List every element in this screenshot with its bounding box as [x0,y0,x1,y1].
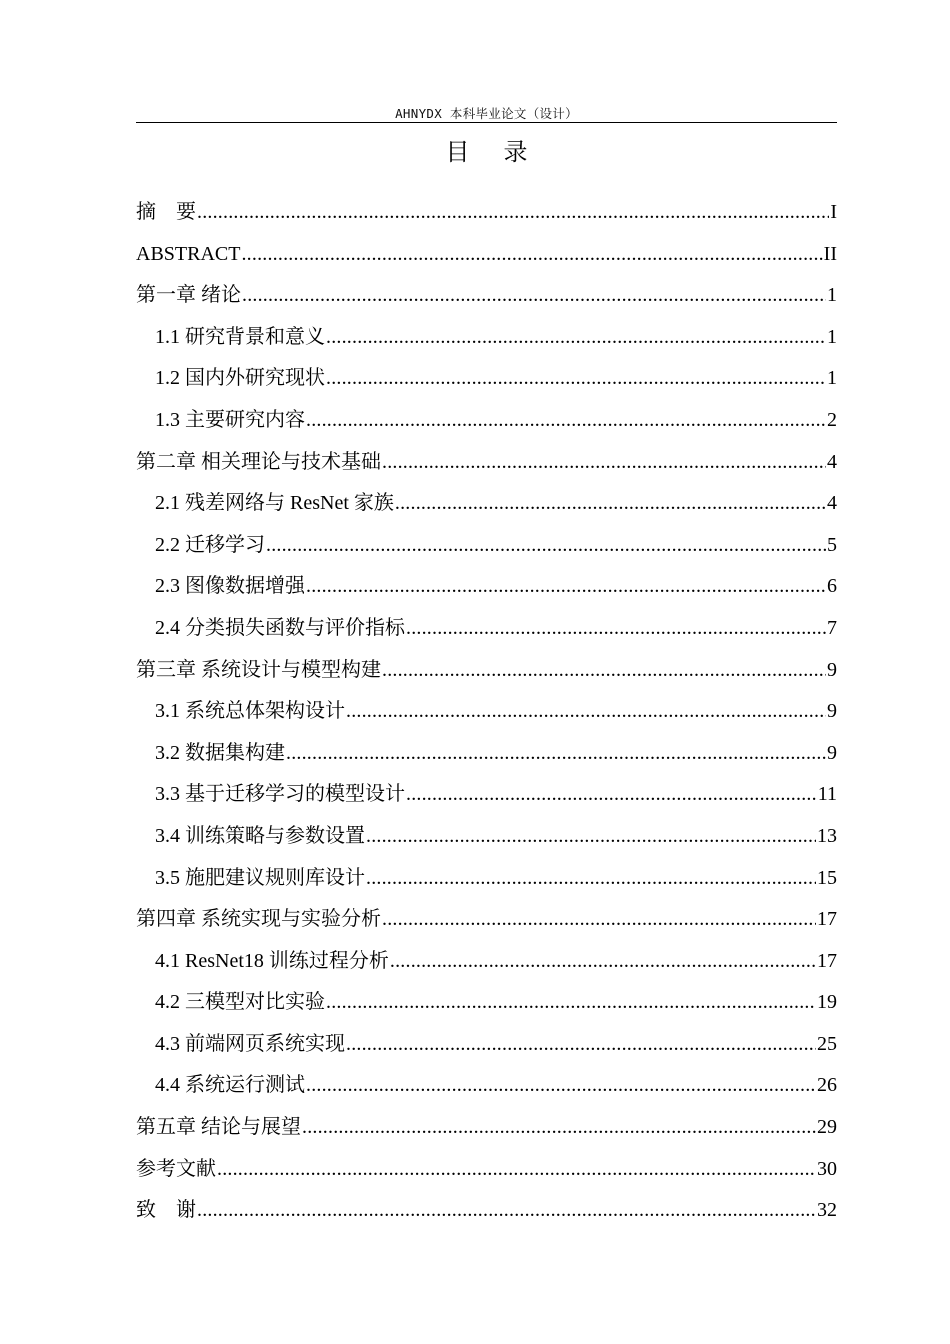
table-of-contents [136,192,837,1232]
toc-entry-label: 1.2 国内外研究现状 [155,367,325,390]
toc-entry[interactable] [136,858,837,900]
toc-page-number: 19 [817,991,837,1014]
toc-entry-label: 4.1 ResNet18 训练过程分析 [155,949,389,972]
toc-page-number: 6 [827,575,837,598]
toc-page-number: 5 [827,533,837,556]
dot-leader [395,483,826,525]
toc-page-number: 29 [817,1116,837,1139]
toc-entry-label: 2.3 图像数据增强 [155,575,305,598]
dot-leader [346,1024,816,1066]
dot-leader [306,566,826,608]
toc-page-number: 25 [817,1032,837,1055]
toc-entry-label: 致 谢 [136,1199,196,1222]
dot-leader [382,442,826,484]
toc-title: 目录 [445,138,562,166]
dot-leader [382,650,826,692]
toc-entry-label: 第二章 相关理论与技术基础 [136,450,381,473]
toc-entry[interactable] [136,358,837,400]
toc-entry-label: 摘 要 [136,201,196,223]
toc-entry-label: 1.1 研究背景和意义 [155,325,325,348]
toc-entry[interactable] [136,525,837,567]
toc-entry[interactable] [136,1024,837,1066]
toc-page-number: 17 [817,908,837,931]
toc-entry[interactable] [136,816,837,858]
toc-page-number: 26 [817,1074,837,1097]
toc-entry-label: 2.4 分类损失函数与评价指标 [155,616,405,639]
toc-entry[interactable] [136,566,837,608]
dot-leader [346,691,826,733]
toc-page-number: 17 [817,949,837,972]
toc-entry[interactable] [136,1107,837,1149]
toc-entry[interactable] [136,400,837,442]
dot-leader [366,816,816,858]
toc-entry-label: 3.5 施肥建议规则库设计 [155,866,365,889]
dot-leader [406,774,817,816]
toc-entry[interactable] [136,1149,837,1191]
dot-leader [242,275,826,317]
toc-entry-label: 第一章 绪论 [136,284,241,307]
toc-entry-label: 2.2 迁移学习 [155,533,265,556]
toc-entry-label: 4.2 三模型对比实验 [155,991,325,1014]
toc-entry-label: 4.4 系统运行测试 [155,1074,305,1097]
dot-leader [326,982,816,1024]
toc-entry[interactable] [136,733,837,775]
toc-entry[interactable] [136,650,837,692]
toc-page-number: 9 [827,741,837,764]
toc-entry-label: ABSTRACT [136,242,241,265]
toc-entry[interactable] [136,691,837,733]
toc-page-number: 15 [817,866,837,889]
toc-entry[interactable] [136,982,837,1024]
toc-page-number: 2 [827,408,837,431]
toc-page-number: 4 [827,450,837,473]
dot-leader [366,858,816,900]
toc-page-number: 11 [817,783,837,806]
toc-entry[interactable] [136,1190,837,1232]
toc-page-number: 30 [817,1157,837,1180]
dot-leader [217,1149,816,1191]
toc-page-number: 7 [827,616,837,639]
toc-page-number: 1 [827,325,837,348]
dot-leader [302,1107,816,1149]
running-header: AHNYDX 本科毕业论文（设计） [395,106,578,121]
toc-entry[interactable] [136,192,837,234]
toc-entry[interactable] [136,275,837,317]
dot-leader [266,525,826,567]
toc-page-number: 32 [817,1199,837,1222]
toc-entry-label: 第三章 系统设计与模型构建 [136,658,381,681]
toc-entry[interactable] [136,234,837,276]
toc-entry[interactable] [136,442,837,484]
toc-entry[interactable] [136,317,837,359]
toc-entry-label: 第五章 结论与展望 [136,1116,301,1139]
toc-page-number: 4 [827,492,837,515]
toc-entry[interactable] [136,941,837,983]
toc-entry-label: 参考文献 [136,1157,216,1180]
toc-entry[interactable] [136,1065,837,1107]
toc-page-number: II [823,242,837,265]
toc-entry-label: 第四章 系统实现与实验分析 [136,908,381,931]
dot-leader [326,358,826,400]
toc-entry-label: 3.4 训练策略与参数设置 [155,824,365,847]
toc-entry-label: 4.3 前端网页系统实现 [155,1032,345,1055]
toc-entry[interactable] [136,483,837,525]
toc-page-number: 9 [827,658,837,681]
toc-page-number: 1 [827,284,837,307]
toc-page-number: I [830,201,837,223]
toc-entry-label: 3.3 基于迁移学习的模型设计 [155,783,405,806]
dot-leader [197,1190,816,1232]
toc-entry-label: 3.1 系统总体架构设计 [155,700,345,723]
dot-leader [306,400,826,442]
dot-leader [241,234,822,276]
header-rule [136,122,837,123]
toc-entry-label: 1.3 主要研究内容 [155,408,305,431]
dot-leader [306,1065,816,1107]
toc-entry[interactable] [136,774,837,816]
dot-leader [286,733,826,775]
toc-entry-label: 3.2 数据集构建 [155,741,285,764]
toc-entry-label: 2.1 残差网络与 ResNet 家族 [155,492,394,515]
toc-page-number: 13 [817,824,837,847]
dot-leader [390,941,816,983]
dot-leader [197,192,829,234]
dot-leader [382,899,816,941]
toc-page-number: 1 [827,367,837,390]
toc-entry[interactable] [136,608,837,650]
toc-entry[interactable] [136,899,837,941]
dot-leader [406,608,826,650]
dot-leader [326,317,826,359]
toc-page-number: 9 [827,700,837,723]
